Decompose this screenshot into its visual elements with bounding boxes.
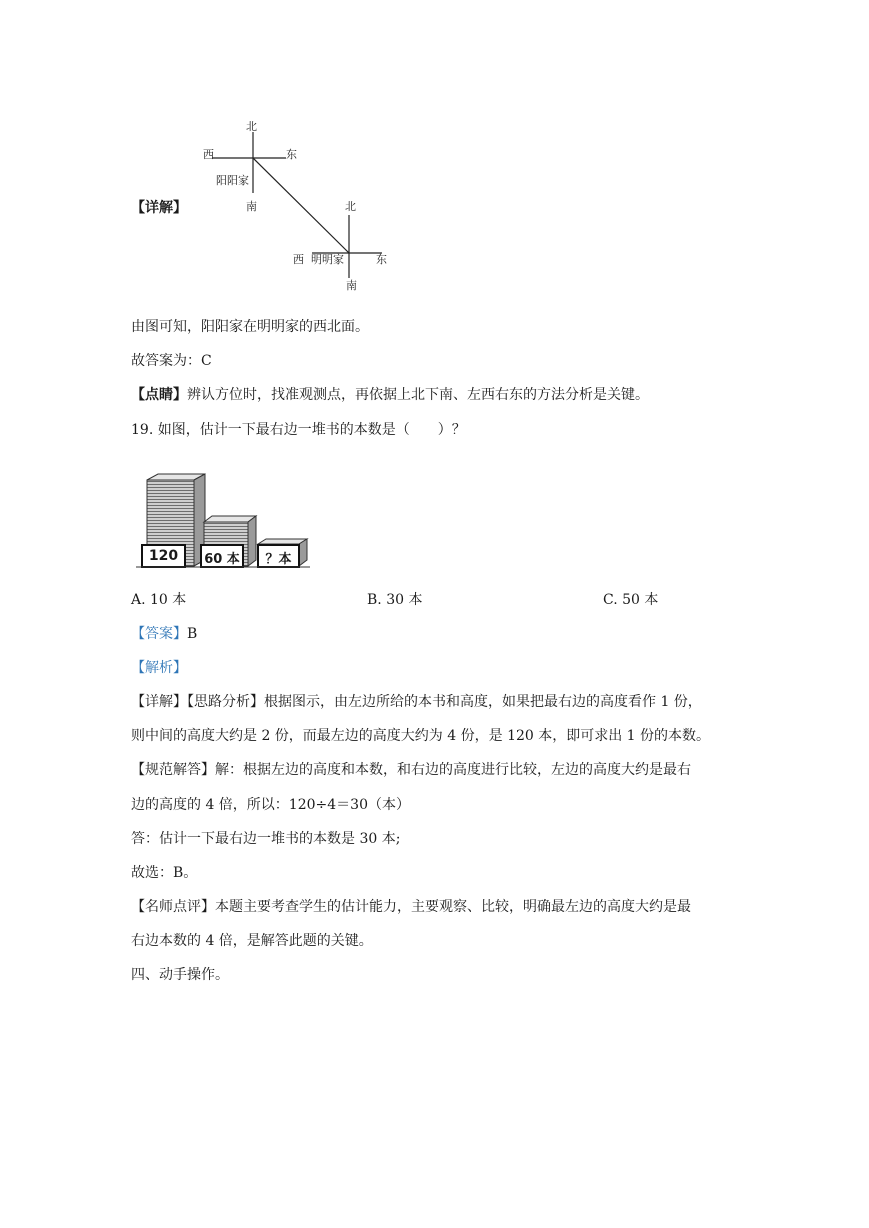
west-label-1: 西 — [203, 148, 214, 161]
book-stacks-drawing — [0, 0, 869, 600]
detail-tag: 【详解】 — [131, 200, 187, 216]
section-four-heading: 四、动手操作。 — [131, 967, 229, 983]
east-label-2: 东 — [376, 253, 387, 266]
south-label-1: 南 — [246, 200, 257, 213]
teacher-comment-line1: 【名师点评】本题主要考查学生的估计能力，主要观察、比较，明确最左边的高度大约是最 — [131, 899, 691, 915]
analysis-para2-line2: 边的高度的 4 倍，所以：120÷4＝30（本） — [131, 797, 410, 813]
tip-tag: 【点睛】 — [131, 387, 187, 403]
question-19: 19. 如图，估计一下最右边一堆书的本数是（ ）？ — [131, 422, 466, 438]
analysis-para2-line1: 【规范解答】解：根据左边的高度和本数，和右边的高度进行比较，左边的高度大约是最右 — [131, 762, 691, 778]
analysis-tag: 【解析】 — [131, 660, 187, 676]
south-label-2: 南 — [346, 279, 357, 292]
answer-row — [131, 624, 197, 644]
east-label-1: 东 — [286, 148, 297, 161]
option-a: A. 10 本 — [131, 592, 187, 608]
analysis-answer: 答：估计一下最右边一堆书的本数是 30 本; — [131, 831, 401, 847]
answer-line: 故答案为：C — [131, 353, 212, 369]
left-stack-label: 120 — [148, 548, 179, 564]
answer-tag: 【答案】 — [131, 626, 187, 642]
north-label-2: 北 — [345, 200, 356, 213]
conclusion-line: 由图可知，阳阳家在明明家的西北面。 — [131, 319, 369, 335]
analysis-para1-line1: 【详解】【思路分析】根据图示，由左边所给的本书和高度，如果把最右边的高度看作 1 份， — [131, 694, 702, 710]
middle-stack-label: 60 本 — [204, 552, 240, 567]
analysis-choice: 故选：B。 — [131, 865, 198, 881]
home-label-yangyang: 阳阳家 — [216, 174, 249, 187]
teacher-comment-line2: 右边本数的 4 倍，是解答此题的关键。 — [131, 933, 373, 949]
north-label-1: 北 — [246, 120, 257, 133]
option-b: B. 30 本 — [367, 592, 423, 608]
home-label-mingming: 明明家 — [311, 253, 344, 266]
right-stack-label: ？本 — [265, 552, 292, 567]
option-c: C. 50 本 — [603, 592, 659, 608]
analysis-para1-line2: 则中间的高度大约是 2 份，而最左边的高度大约为 4 份，是 120 本，即可求出 1 份的本数。 — [131, 728, 711, 744]
west-label-2: 西 — [293, 253, 304, 266]
answer-value: B — [187, 626, 198, 642]
tip-text: 辨认方位时，找准观测点，再依据上北下南、左西右东的方法分析是关键。 — [187, 387, 649, 403]
